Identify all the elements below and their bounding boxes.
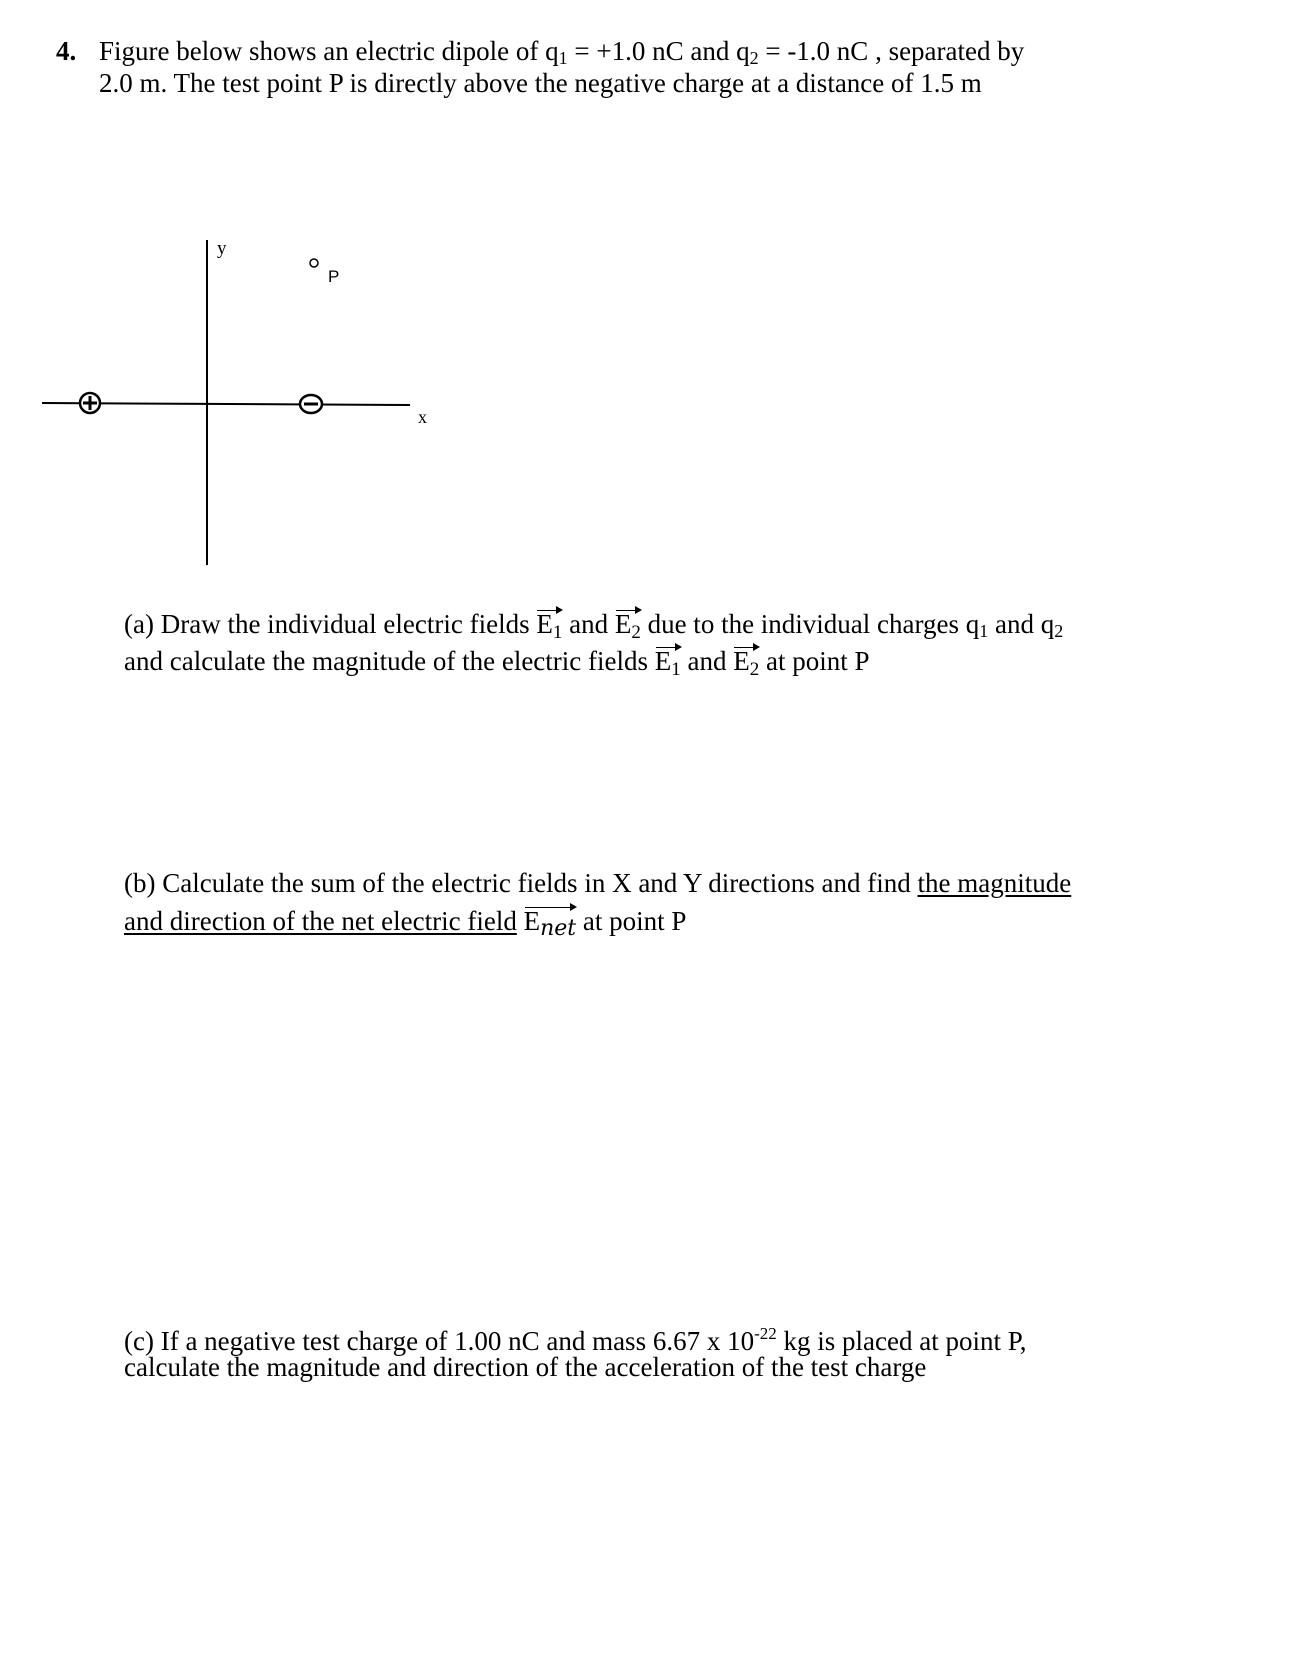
- y-axis-label: y: [217, 238, 227, 259]
- negative-charge-q2: [300, 395, 322, 413]
- q1-subscript: 1: [558, 48, 568, 68]
- part-c-line-1: (c) If a negative test charge of 1.00 nC and mass 6.67 x $10^{-22}$ kg is placed at point P,: [124, 1324, 1027, 1356]
- part-c-line-2: calculate the magnitude and direction of the acceleration of the test charge: [124, 1352, 927, 1382]
- q-text-3: = -1.0 nC , separated by: [758, 36, 1025, 66]
- q2-subscript: 2: [749, 48, 759, 68]
- positive-charge-q1: [80, 393, 100, 413]
- part-b-line-1: (b) Calculate the sum of the electric fields in X and Y directions and find the magnitude: [124, 868, 1072, 898]
- part-b-line-2: and direction of the net electric field Enet at point P: [124, 904, 686, 946]
- enet-vector: Enet: [524, 904, 577, 946]
- part-a-text-3: due to the individual charges q: [640, 609, 980, 639]
- question-number: 4.: [56, 36, 77, 66]
- part-a-text-1: (a) Draw the individual electric fields: [124, 609, 537, 639]
- e2-vector: E2: [615, 607, 641, 650]
- part-a-line-2: and calculate the magnitude of the electric fields E1 and E2 at point P: [124, 644, 870, 687]
- x-axis-label: x: [418, 407, 427, 427]
- q-text-1: Figure below shows an electric dipole of q: [99, 36, 559, 66]
- test-point-p: [310, 259, 318, 267]
- e2-vector: E2: [733, 644, 759, 687]
- point-p-label: P: [328, 267, 340, 286]
- part-a-text-2: and: [562, 609, 615, 639]
- e1-vector: E1: [655, 644, 681, 687]
- e1-vector: E1: [536, 607, 562, 650]
- question-line-2: 2.0 m. The test point P is directly above the negative charge at a distance of 1.5 m: [99, 68, 982, 98]
- q-text-2: = +1.0 nC and q: [567, 36, 750, 66]
- part-a-line-1: (a) Draw the individual electric fields E1 and E2 due to the individual charges $q_1$ and $q_2$: [124, 607, 1063, 650]
